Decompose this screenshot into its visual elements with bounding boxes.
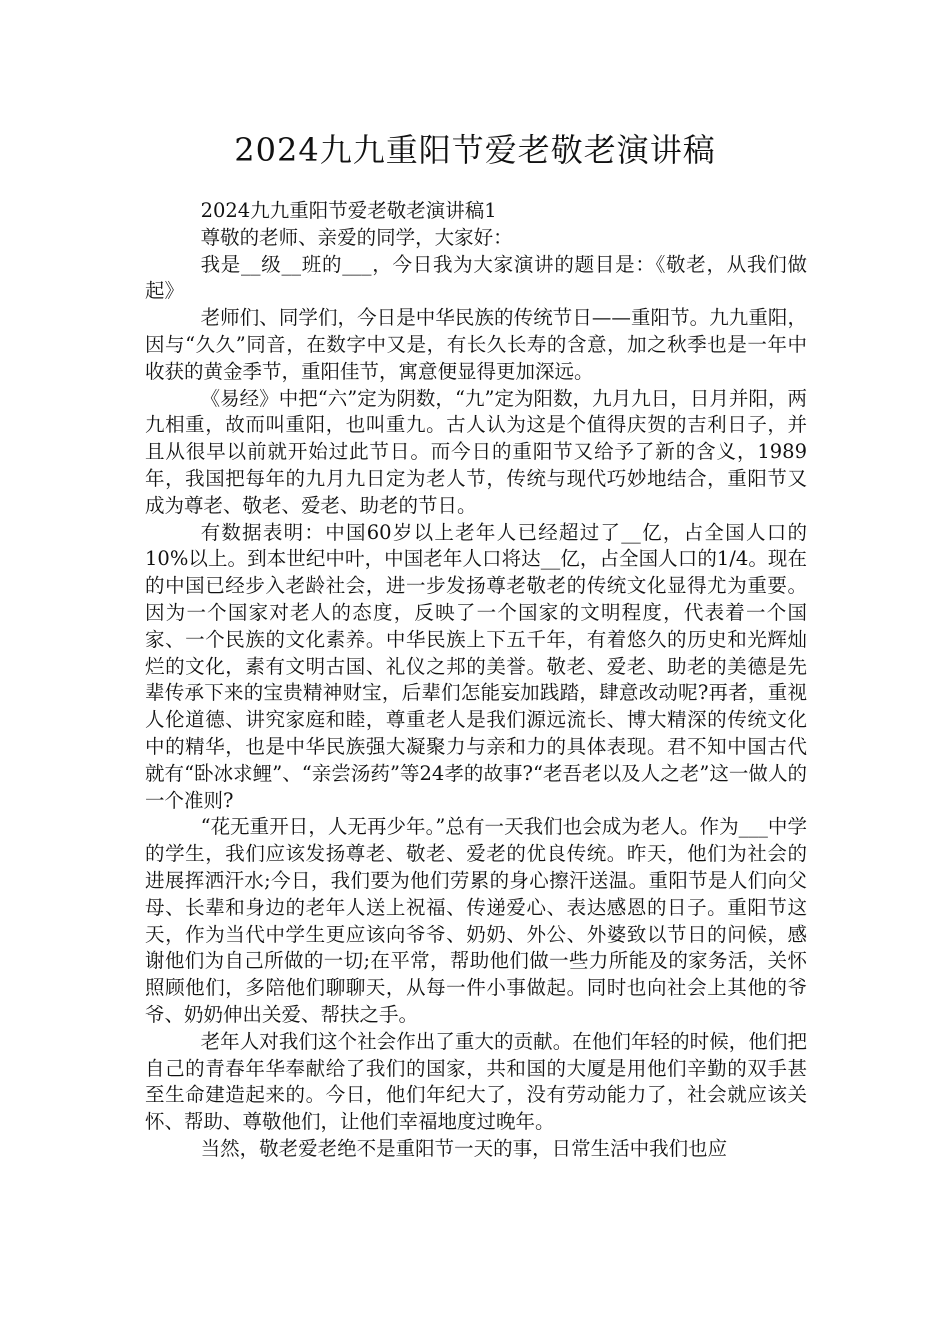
subtitle-paragraph: 2024九九重阳节爱老敬老演讲稿1 xyxy=(200,199,497,222)
body-paragraph: 当然，敬老爱老绝不是重阳节一天的事，日常生活中我们也应 xyxy=(200,1136,728,1160)
body-paragraph: “花无重开日，人无再少年。”总有一天我们也会成为老人。作为___中学的学生，我们应该发扬尊老、敬老、爱老的优良传统。昨天，他们为社会的进展挥洒汗水;今日，我们要为他们劳累的身心擦汗送温。重阳节是人们向父母、长辈和身边的老年人送上祝福、传递爱心、表达感恩的日子。重阳节这天，作为当代中学生更应该向爷爷、奶奶、外公、外婆致以节日的问候，感谢他们为自己所做的一切;在平常，帮助他们做一些力所能及的家务活，关怀照顾他们，多陪他们聊聊天，从每一件小事做起。同时也向社会上其他的爷爷、奶奶伸出关爱、帮扶之手。 xyxy=(145,815,807,1026)
body-paragraph: 《易经》中把“六”定为阴数，“九”定为阳数，九月九日，日月并阳，两九相重，故而叫重阳，也叫重九。古人认为这是个值得庆贺的吉利日子，并且从很早以前就开始过此节日。而今日的重阳节又给予了新的含义，1989年，我国把每年的九月九日定为老人节，传统与现代巧妙地结合，重阳节又成为尊老、敬老、爱老、助老的节日。 xyxy=(145,386,807,517)
body-paragraph: 老年人对我们这个社会作出了重大的贡献。在他们年轻的时候，他们把自己的青春年华奉献给了我们的国家，共和国的大厦是用他们辛勤的双手甚至生命建造起来的。今日，他们年纪大了，没有劳动能力了，社会就应该关怀、帮助、尊敬他们，让他们幸福地度过晚年。 xyxy=(145,1029,807,1134)
body-paragraph: 老师们、同学们，今日是中华民族的传统节日——重阳节。九九重阳，因与“久久”同音，在数字中又是，有长久长寿的含意，加之秋季也是一年中收获的黄金季节，重阳佳节，寓意便显得更加深远。 xyxy=(145,306,807,383)
document-body xyxy=(145,198,807,1163)
body-paragraph: 我是__级__班的___，今日我为大家演讲的题目是：《敬老，从我们做起》 xyxy=(145,252,807,303)
document-title: 2024九九重阳节爱老敬老演讲稿 xyxy=(234,131,716,169)
greeting-paragraph: 尊敬的老师、亲爱的同学，大家好： xyxy=(200,225,513,249)
body-paragraph: 有数据表明：中国60岁以上老年人已经超过了__亿，占全国人口的10%以上。到本世纪中叶，中国老年人口将达__亿，占全国人口的1/4。现在的中国已经步入老龄社会，进一步发扬尊老敬老的传统文化显得尤为重要。因为一个国家对老人的态度，反映了一个国家的文明程度，代表着一个国家、一个民族的文化素养。中华民族上下五千年，有着悠久的历史和光辉灿烂的文化，素有文明古国、礼仪之邦的美誉。敬老、爱老、助老的美德是先辈传承下来的宝贵精神财宝，后辈们怎能妄加践踏，肆意改动呢?再者，重视人伦道德、讲究家庭和睦，尊重老人是我们源远流长、博大精深的传统文化中的精华，也是中华民族强大凝聚力与亲和力的具体表现。君不知中国古代就有“卧冰求鲤”、“亲尝汤药”等24孝的故事?“老吾老以及人之老”这一做人的一个准则? xyxy=(145,520,807,812)
